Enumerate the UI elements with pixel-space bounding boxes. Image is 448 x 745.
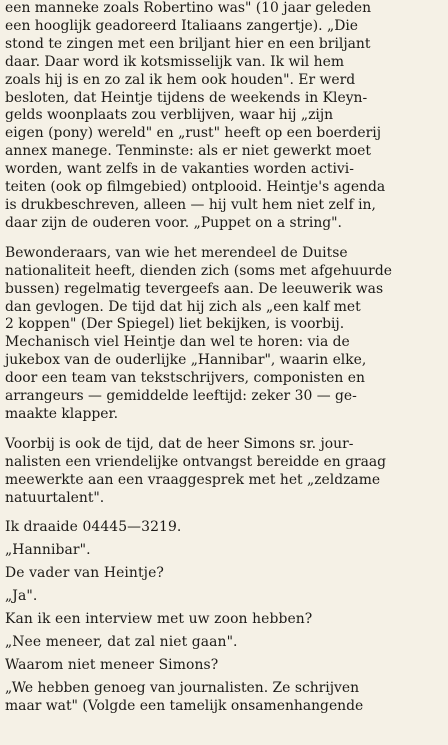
text-line: daar zijn de ouderen voor. „Puppet on a string". <box>5 214 342 231</box>
text-line: dan gevlogen. De tijd dat hij zich als „een kalf met <box>5 298 361 315</box>
text-line: stond te zingen met een briljant hier en een briljant <box>5 35 371 52</box>
text-line: teiten (ook op filmgebied) ontplooid. Heintje's agenda <box>5 179 386 196</box>
text-line: gelds woonplaats zou verblijven, waar hij „zijn <box>5 107 334 124</box>
dialogue-line: „Hannibar". <box>5 542 91 559</box>
text-line: is drukbeschreven, alleen — hij vult hem niet zelf in, <box>5 196 376 213</box>
text-line: 2 koppen" (Der Spiegel) liet bekijken, is voorbij. <box>5 316 345 333</box>
text-line: een manneke zoals Robertino was" (10 jaar geleden <box>5 0 372 16</box>
closing-paragraph <box>5 680 442 716</box>
text-line: worden, want zelfs in de vakanties worden activi- <box>5 161 354 178</box>
text-line: Voorbij is ook de tijd, dat de heer Simons sr. jour- <box>5 435 354 452</box>
text-line: nationaliteit heeft, dienden zich (soms met afgehuurde <box>5 262 392 279</box>
text-line: eigen (pony) wereld" en „rust" heeft op een boerderij <box>5 125 382 142</box>
text-line: Bewonderaars, van wie het merendeel de Duitse <box>5 244 348 261</box>
paragraph-3 <box>5 436 442 508</box>
text-line: maar wat" (Volgde een tamelijk onsamenhangende <box>5 697 364 714</box>
text-line: annex manege. Tenminste: als er niet gewerkt moet <box>5 143 371 160</box>
paragraph-1 <box>5 0 442 233</box>
text-line: natuurtalent". <box>5 489 105 506</box>
paragraph-2 <box>5 245 442 424</box>
dialogue-line: De vader van Heintje? <box>5 565 164 582</box>
text-line: door een team van tekstschrijvers, componisten en <box>5 370 365 387</box>
text-line: jukebox van de ouderlijke „Hannibar", waarin elke, <box>5 352 367 369</box>
text-line: arrangeurs — gemiddelde leeftijd: zeker 30 — ge- <box>5 388 357 405</box>
text-line: nalisten een vriendelijke ontvangst bereidde en graag <box>5 453 387 470</box>
dialogue-line: Ik draaide 04445—3219. <box>5 519 182 536</box>
dialogue-line: Waarom niet meneer Simons? <box>5 656 219 673</box>
text-line: meewerkte aan een vraaggesprek met het „zeldzame <box>5 471 381 488</box>
text-line: zoals hij is en zo zal ik hem ook houden". Er werd <box>5 71 356 88</box>
text-line: maakte klapper. <box>5 405 119 422</box>
dialogue-line: Kan ik een interview met uw zoon hebben? <box>5 611 313 628</box>
text-line: „We hebben genoeg van journalisten. Ze schrijven <box>5 679 360 696</box>
text-line: besloten, dat Heintje tijdens de weekends in Kleyn- <box>5 89 368 106</box>
dialogue-line: „Nee meneer, dat zal niet gaan". <box>5 634 238 650</box>
text-line: Mechanisch viel Heintje dan wel te horen: via de <box>5 334 350 351</box>
text-line: een hooglijk geadoreerd Italiaans zangertje). „Die <box>5 17 359 34</box>
text-line: bussen) regelmatig tevergeefs aan. De leeuwerik was <box>5 280 384 297</box>
text-line: daar. Daar word ik kotsmisselijk van. Ik wil hem <box>5 53 344 70</box>
dialogue-line: „Ja". <box>5 588 38 605</box>
